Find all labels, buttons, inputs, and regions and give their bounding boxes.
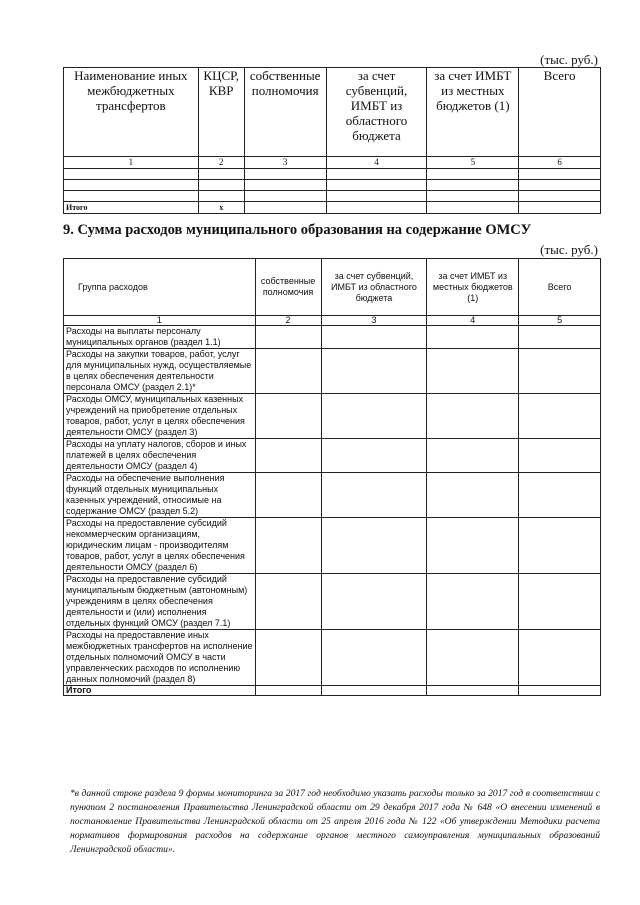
table-cell (519, 326, 601, 349)
table-cell (321, 349, 427, 394)
header-cell: собственные полномочия (244, 68, 326, 157)
table-cell (326, 169, 427, 180)
row-label: Расходы на закупки товаров, работ, услуг для муниципальных нужд, осуществляемые в целях обеспечения деятельности персонала ОМСУ (раздел 2.1)* (64, 349, 256, 394)
table-cell (427, 394, 519, 439)
table-cell (64, 191, 199, 202)
header-cell: Группа расходов (64, 259, 256, 316)
footnote: *в данной строке раздела 9 формы мониторинга за 2017 год необходимо указать расходы только за 2017 год в соответствии с пунктом 2 постановления Правительства Ленинградской области от 29 декабря 2017 года № 648 «О внесении изменений в постановление Правительства Ленинградской области от 25 апреля 2016 года № 122 «Об утверждении Методики расчета нормативов формирования расходов на содержание органов местного самоуправления муниципальных образований Ленинградской области». (70, 788, 600, 855)
section-title: 9. Сумма расходов муниципального образования на содержание ОМСУ (63, 222, 532, 238)
table-cell (519, 686, 601, 696)
table-cell (427, 202, 519, 214)
column-number: 5 (427, 157, 519, 169)
units-label: (тыс. руб.) (540, 52, 598, 67)
table-cell (519, 473, 601, 518)
column-number-row (64, 316, 601, 326)
row-label: Расходы на выплаты персоналу муниципальных органов (раздел 1.1) (64, 326, 256, 349)
column-number-row (64, 157, 601, 169)
table-cell (326, 202, 427, 214)
table-cell (427, 686, 519, 696)
table-cell (326, 180, 427, 191)
table-cell (519, 202, 601, 214)
table-cell (64, 180, 199, 191)
table-cell (519, 518, 601, 574)
table-cell (255, 574, 321, 630)
row-label: Расходы на предоставление иных межбюджетных трансфертов на исполнение отдельных полномочий ОМСУ в части управленческих расходов по исполнению данных полномочий (раздел 8) (64, 630, 256, 686)
table-cell (321, 686, 427, 696)
total-row (64, 686, 601, 696)
column-number: 1 (64, 316, 256, 326)
table-cell (427, 518, 519, 574)
table-cell (255, 686, 321, 696)
column-number: 5 (519, 316, 601, 326)
table-cell (255, 326, 321, 349)
table-row (64, 439, 601, 473)
table-row (64, 169, 601, 180)
table-row (64, 180, 601, 191)
table-cell (198, 191, 244, 202)
table-row (64, 191, 601, 202)
header-cell: за счет субвенций, ИМБТ из областного бюджета (326, 68, 427, 157)
table-cell (255, 518, 321, 574)
table-cell (255, 394, 321, 439)
table-cell (255, 439, 321, 473)
omsu-expenses-table (63, 258, 601, 696)
table-cell (519, 180, 601, 191)
table-cell (321, 518, 427, 574)
table-cell (321, 326, 427, 349)
table-cell (427, 630, 519, 686)
table-cell (321, 574, 427, 630)
table-cell (326, 191, 427, 202)
table-cell (519, 349, 601, 394)
table-cell (427, 439, 519, 473)
table-cell (244, 191, 326, 202)
row-label: Расходы на обеспечение выполнения функций отдельных муниципальных казенных учреждений, относимые на содержание ОМСУ (раздел 5.2) (64, 473, 256, 518)
table-row (64, 630, 601, 686)
table-cell (519, 169, 601, 180)
table-header-row (64, 259, 601, 316)
table-cell (519, 630, 601, 686)
table-cell (198, 169, 244, 180)
table-cell (427, 180, 519, 191)
total-row (64, 202, 601, 214)
table-cell (427, 191, 519, 202)
header-cell: за счет ИМБТ из местных бюджетов (1) (427, 259, 519, 316)
table-cell (244, 169, 326, 180)
row-label: Расходы на предоставление субсидий некоммерческим организациям, юридическим лицам - производителям товаров, работ, услуг в целях обеспечения деятельности ОМСУ (раздел 6) (64, 518, 256, 574)
table-row (64, 349, 601, 394)
row-label: Расходы на предоставление субсидий муниципальным бюджетным (автономным) учреждениям в целях обеспечения деятельности и (или) исполнения отдельных функций ОМСУ (раздел 7.1) (64, 574, 256, 630)
table-cell (519, 439, 601, 473)
table-cell (255, 630, 321, 686)
table-cell (519, 394, 601, 439)
table-cell (321, 394, 427, 439)
header-cell: Всего (519, 68, 601, 157)
table-row (64, 574, 601, 630)
header-cell: за счет субвенций, ИМБТ из областного бюджета (321, 259, 427, 316)
table-cell (519, 191, 601, 202)
header-cell: собственные полномочия (255, 259, 321, 316)
units-label: (тыс. руб.) (540, 242, 598, 257)
column-number: 3 (321, 316, 427, 326)
header-cell: Всего (519, 259, 601, 316)
total-label: Итого (64, 202, 199, 214)
table-cell (198, 180, 244, 191)
column-number: 2 (198, 157, 244, 169)
table-cell (427, 473, 519, 518)
table-cell (321, 473, 427, 518)
column-number: 4 (427, 316, 519, 326)
table-cell (427, 574, 519, 630)
table-row (64, 326, 601, 349)
table-header-row (64, 68, 601, 157)
column-number: 3 (244, 157, 326, 169)
table-cell (427, 349, 519, 394)
table-cell (255, 473, 321, 518)
table-cell (64, 169, 199, 180)
column-number: 6 (519, 157, 601, 169)
table-cell (321, 630, 427, 686)
table-cell (255, 349, 321, 394)
table-row (64, 518, 601, 574)
table-row (64, 473, 601, 518)
interbudget-transfers-table (63, 67, 601, 214)
column-number: 1 (64, 157, 199, 169)
table-cell (427, 326, 519, 349)
row-label: Расходы на уплату налогов, сборов и иных платежей в целях обеспечения деятельности ОМСУ (раздел 4) (64, 439, 256, 473)
table-cell (427, 169, 519, 180)
table-row (64, 394, 601, 439)
header-cell: КЦСР, КВР (198, 68, 244, 157)
table-cell (244, 202, 326, 214)
header-cell: за счет ИМБТ из местных бюджетов (1) (427, 68, 519, 157)
header-cell: Наименование иных межбюджетных трансфертов (64, 68, 199, 157)
table-cell (519, 574, 601, 630)
table-cell (244, 180, 326, 191)
table-cell (321, 439, 427, 473)
total-x-mark: х (198, 202, 244, 214)
column-number: 4 (326, 157, 427, 169)
row-label: Расходы ОМСУ, муниципальных казенных учреждений на приобретение отдельных товаров, работ, услуг в целях обеспечения деятельности ОМСУ (раздел 3) (64, 394, 256, 439)
total-label: Итого (64, 686, 256, 696)
column-number: 2 (255, 316, 321, 326)
